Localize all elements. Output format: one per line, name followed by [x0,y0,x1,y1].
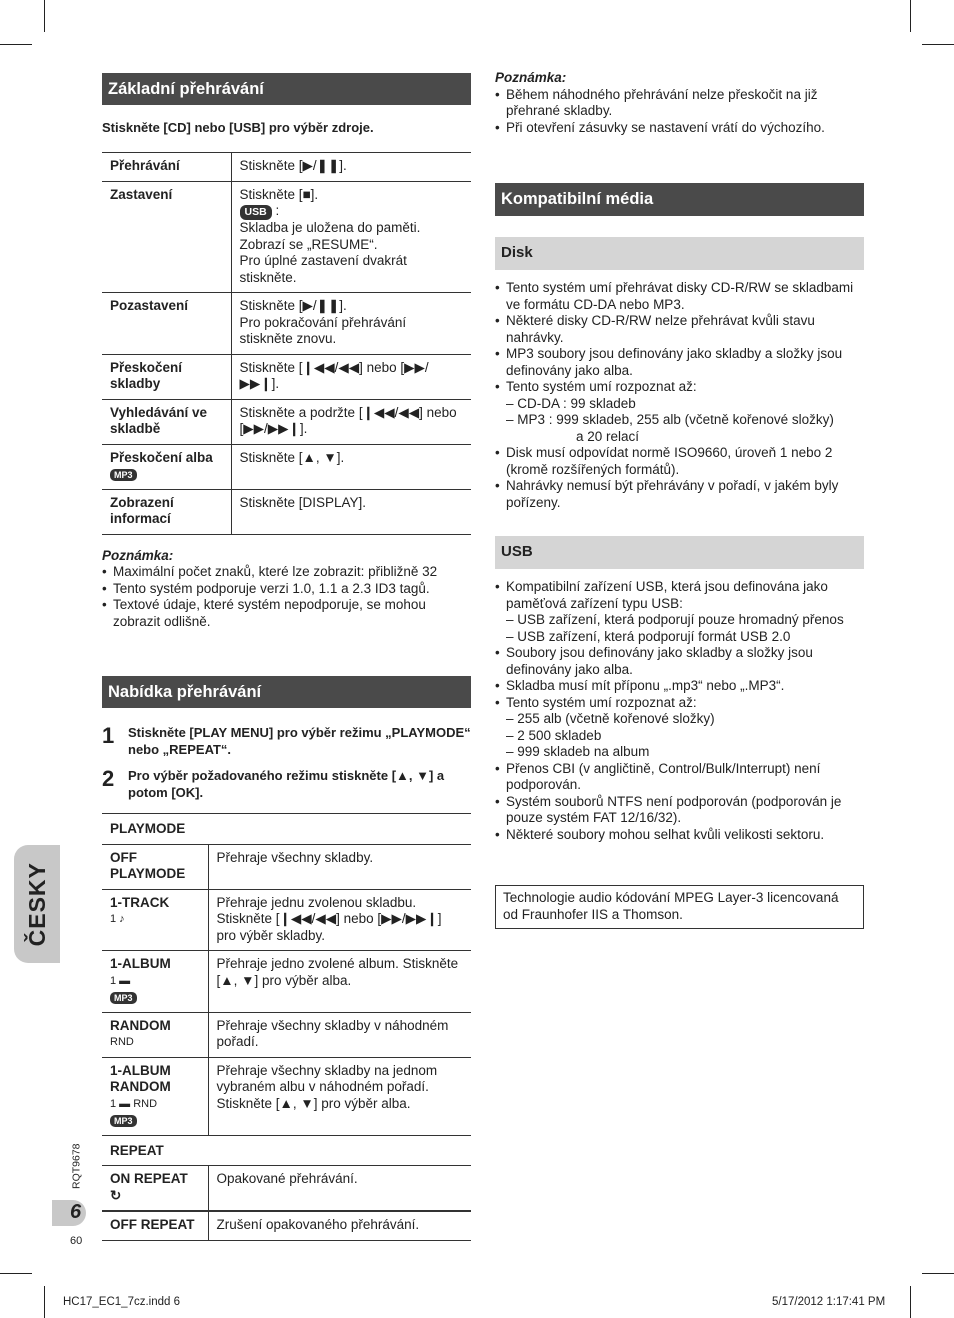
badge-colon: : [275,203,280,218]
row-value: Přehraje jedno zvolené album. Stiskněte [▲, ▼] pro výběr alba. [208,951,471,1013]
row-value: Stiskněte a podržte [❙◀◀/◀◀] nebo [▶▶/▶▶❙]. [231,399,471,444]
doc-code-wrap [60,1140,106,1200]
row-key-text: RANDOM [110,1017,171,1033]
table-row [102,354,471,399]
list-item: • MP3 soubory jsou definovány jako skladby a složky jsou definovány jako alba. [495,346,864,379]
list-item [495,695,864,761]
row-value-line: Pro úplné zastavení dvakrát stiskněte. [239,253,407,285]
list-item-text: Kompatibilní zařízení USB, která jsou definována jako paměťová zařízení typu USB: [506,579,828,611]
table-row [102,293,471,355]
table-row [102,1057,471,1135]
list-item: • Disk musí odpovídat normě ISO9660, úroveň 1 nebo 2 (kromě rozšířených formátů). [495,445,864,478]
row-value-line: Stiskněte [▶/❚❚]. [239,298,347,313]
crop-mark [910,0,911,32]
usb-heading: USB [495,536,864,569]
crop-mark [44,1286,45,1318]
note-item: • Tento systém podporuje verzi 1.0, 1.1 a 2.3 ID3 tagů. [102,581,471,598]
crop-mark [0,44,32,45]
mp3-badge: MP3 [110,992,137,1004]
list-item: • Nahrávky nemusí být přehrávány v pořadí, v jakém byly pořízeny. [495,478,864,511]
row-key [102,1166,208,1212]
list-item-text: Tento systém umí rozpoznat až: [506,379,697,394]
note-list [495,87,864,137]
row-value: Přehraje všechny skladby na jednom vybraném albu v náhodném pořadí. Stiskněte [▲, ▼] pro výběr alba. [208,1057,471,1135]
row-key: Přehrávání [102,152,231,181]
crop-mark [44,0,45,32]
row-key: OFF PLAYMODE [102,844,208,889]
language-tab-text: ČESKY [23,861,50,947]
compatible-media-heading: Kompatibilní média [495,183,864,216]
note-title: Poznámka: [495,70,567,85]
usb-badge: USB [240,205,272,220]
step-2 [102,768,471,801]
repeat-header: REPEAT [102,1135,471,1166]
table-row [102,152,471,181]
row-key: Vyhledávání ve skladbě [102,399,231,444]
row-key [102,889,208,951]
table-header-row [102,814,471,845]
repeat-icon: ↻ [110,1187,122,1203]
note-item: • Maximální počet znaků, které lze zobrazit: přibližně 32 [102,564,471,581]
row-key: Pozastavení [102,293,231,355]
crop-mark [922,44,954,45]
row-value: Zrušení opakovaného přehrávání. [208,1211,471,1240]
step-text: Stiskněte [PLAY MENU] pro výběr režimu „PLAYMODE“ nebo „REPEAT“. [128,725,471,757]
row-value [231,293,471,355]
row-value: Opakované přehrávání. [208,1166,471,1212]
row-key: Zastavení [102,181,231,293]
table-row [102,1012,471,1057]
list-subitem: – USB zařízení, která podporují formát USB 2.0 [506,628,791,644]
note-block [102,548,471,631]
row-key [102,1012,208,1057]
table-row [102,181,471,293]
row-key-text: 1-TRACK [110,894,170,910]
row-value: Přehraje všechny skladby v náhodném pořadí. [208,1012,471,1057]
note-item: • Během náhodného přehrávání nelze přeskočit na již přehrané skladby. [495,87,864,120]
list-item: • Tento systém umí přehrávat disky CD-R/RW se skladbami ve formátu CD-DA nebo MP3. [495,280,864,313]
row-value: Přehraje jednu zvolenou skladbu. Stiskněte [❙◀◀/◀◀] nebo [▶▶/▶▶❙] pro výběr skladby. [208,889,471,951]
row-key-text: Přeskočení alba [110,449,213,465]
random-indicator: RND [110,1036,134,1048]
play-menu-heading: Nabídka přehrávání [102,676,471,708]
crop-mark [0,1273,32,1274]
left-column [102,73,471,630]
row-value [231,181,471,293]
doc-code: RQT9678 [70,1143,83,1190]
mp3-badge: MP3 [110,1115,137,1127]
list-subitem: – CD-DA : 99 skladeb [506,395,636,411]
row-value: Stiskněte [▶/❚❚]. [231,152,471,181]
disk-heading: Disk [495,237,864,270]
row-value: Stiskněte [❙◀◀/◀◀] nebo [▶▶/▶▶❙]. [231,354,471,399]
note-list [102,564,471,630]
list-subitem: – MP3 : 999 skladeb, 255 alb (včetně kořenové složky) [506,412,834,427]
row-value: Přehraje všechny skladby. [208,844,471,889]
row-key: Přeskočení skladby [102,354,231,399]
playmode-header: PLAYMODE [102,814,471,845]
list-subitem: – 2 500 skladeb [506,727,602,743]
album-icon: 1 ▬ [110,974,131,987]
list-item [495,579,864,645]
note-title: Poznámka: [102,547,174,563]
table-row [102,1211,471,1240]
step-text: Pro výběr požadovaného režimu stiskněte [▲, ▼] a potom [OK]. [128,768,445,800]
step-number: 1 [102,723,115,748]
usb-list [495,579,864,843]
list-item: • Soubory jsou definovány jako skladby a složky jsou definovány jako alba. [495,645,864,678]
disk-list [495,280,864,511]
table-row [102,951,471,1013]
row-value-line: Zobrazí se „RESUME“. [239,236,378,252]
page-total: 60 [70,1235,83,1247]
basic-intro: Stiskněte [CD] nebo [USB] pro výběr zdroje. [102,120,374,135]
language-tab-label [14,845,60,963]
list-item: • Některé disky CD-R/RW nelze přehrávat kvůli stavu nahrávky. [495,313,864,346]
row-value: Stiskněte [DISPLAY]. [231,489,471,534]
play-menu-section [102,676,471,1241]
row-key [102,444,231,489]
note-item: • Při otevření zásuvky se nastavení vrátí do výchozího. [495,120,864,137]
step-number: 2 [102,766,115,791]
row-key-text: 1-ALBUM RANDOM [110,1062,171,1094]
list-subitem: – 255 alb (včetně kořenové složky) [506,711,715,726]
row-key [102,951,208,1013]
footer-filename: HC17_EC1_7cz.indd 6 [63,1296,180,1308]
album-random-indicator: 1 ▬ RND [110,1097,158,1110]
right-column [495,70,864,136]
row-key: Zobrazení informací [102,489,231,534]
basic-playback-heading: Základní přehrávání [102,73,471,105]
table-row [102,844,471,889]
table-row [102,444,471,489]
list-item: • Skladba musí mít příponu „.mp3“ nebo „.MP3“. [495,678,864,695]
row-value: Stiskněte [▲, ▼]. [231,444,471,489]
note-item: • Textové údaje, které systém nepodporuje, se mohou zobrazit odlišně. [102,597,471,630]
crop-mark [922,1273,954,1274]
crop-mark [910,1286,911,1318]
row-key: OFF REPEAT [102,1211,208,1240]
step-1 [102,725,471,758]
row-value-line: Skladba je uložena do paměti. [239,220,421,235]
compatible-media-section [495,183,864,843]
list-item: • Přenos CBI (v angličtině, Control/Bulk/Interrupt) není podporován. [495,761,864,794]
list-item: • Systém souborů NTFS není podporován (podporován je pouze systém FAT 12/16/32). [495,794,864,827]
list-item: • Některé soubory mohou selhat kvůli velikosti sektoru. [495,827,864,844]
table-row [102,1166,471,1212]
row-key-text: ON REPEAT [110,1171,188,1186]
table-row [102,889,471,951]
list-subitem: a 20 relací [576,428,640,444]
basic-table [102,152,471,535]
list-subitem: – 999 skladeb na album [506,744,650,759]
track-icon: 1 ♪ [110,913,125,925]
license-box: Technologie audio kódování MPEG Layer-3 licencovaná od Fraunhofer IIS a Thomson. [495,885,864,929]
playmode-table [102,813,471,1241]
list-item [495,379,864,445]
row-key [102,1057,208,1135]
page-number: 6 [70,1201,82,1223]
row-value-line: Stiskněte [■]. [239,186,319,202]
row-value-line: Pro pokračování přehrávání stiskněte znovu. [239,314,407,346]
table-header-row [102,1135,471,1166]
list-subitem: – USB zařízení, která podporují pouze hromadný přenos [506,612,844,627]
list-item-text: Tento systém umí rozpoznat až: [506,694,697,710]
table-row [102,399,471,444]
row-key-text: 1-ALBUM [110,956,171,971]
footer-date: 5/17/2012 1:17:41 PM [772,1296,886,1308]
mp3-badge: MP3 [110,469,137,481]
table-row [102,489,471,534]
